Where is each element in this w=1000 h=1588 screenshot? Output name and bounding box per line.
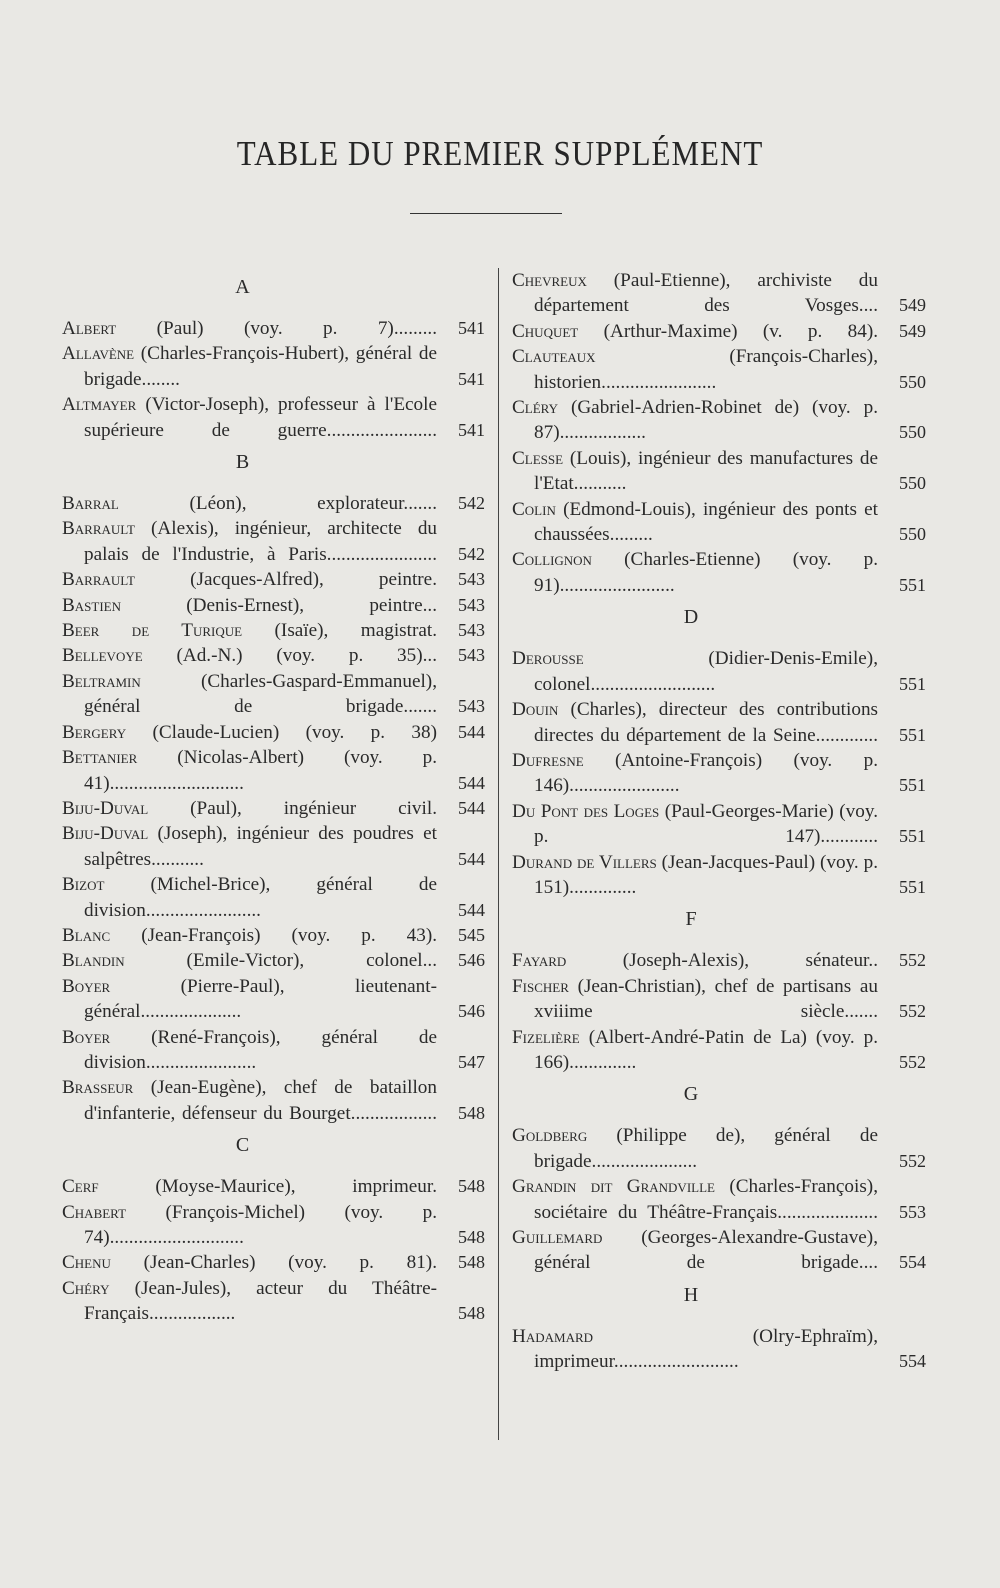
entry-text	[62, 1250, 437, 1275]
entry-text	[62, 720, 437, 745]
entry-text	[62, 316, 437, 341]
index-entry	[512, 748, 926, 799]
entry-description: (Charles-François), sociétaire du Théâtre-Français.....................	[534, 1176, 878, 1223]
entry-text	[512, 948, 878, 973]
entry-text	[62, 1200, 437, 1251]
entry-text	[512, 1025, 878, 1076]
index-entry	[62, 593, 485, 618]
entry-page-number: 543	[458, 569, 485, 590]
entry-page-number: 544	[458, 772, 485, 793]
entry-name: Bellevoye	[62, 645, 143, 667]
index-entry	[512, 1123, 926, 1174]
index-entry	[512, 395, 926, 446]
index-entry	[512, 319, 926, 344]
entry-description: (Pierre-Paul), lieutenant-général.....................	[84, 975, 437, 1023]
entry-name: Bastien	[62, 594, 122, 616]
entry-page-number: 543	[458, 696, 485, 717]
index-entry	[62, 1025, 485, 1076]
entry-name: Beer de Turique	[62, 620, 243, 642]
entry-description: (Jean-Christian), chef de partisans au xviiime siècle.......	[534, 975, 879, 1023]
entry-description: (Antoine-François) (voy. p. 146).......................	[534, 749, 878, 797]
entry-text	[512, 268, 878, 319]
entry-description: (Arthur-Maxime) (v. p. 84).	[603, 320, 879, 342]
entry-name: Derousse	[512, 648, 584, 670]
entry-name: Boyer	[62, 975, 111, 997]
entry-name: Durand de Villers	[512, 851, 657, 873]
index-entry	[62, 872, 485, 923]
entry-description: (Léon), explorateur.......	[189, 493, 437, 515]
entry-name: Hadamard	[512, 1325, 594, 1347]
entry-page-number: 552	[899, 1051, 926, 1072]
entry-text	[512, 799, 878, 850]
entry-page-number: 543	[458, 594, 485, 615]
entry-text	[512, 547, 878, 598]
index-entry	[62, 341, 485, 392]
entry-page-number: 549	[899, 295, 926, 316]
entry-text	[512, 319, 878, 344]
entry-name: Chevreux	[512, 270, 587, 291]
entry-description: (Moyse-Maurice), imprimeur.	[155, 1176, 437, 1198]
index-entry	[512, 446, 926, 497]
entry-page-number: 552	[899, 1150, 926, 1171]
entry-name: Collignon	[512, 549, 592, 571]
index-entry	[62, 948, 485, 973]
entry-name: Bizot	[62, 874, 105, 896]
entry-page-number: 548	[458, 1227, 485, 1247]
entry-page-number: 541	[458, 419, 485, 440]
entry-name: Altmayer	[62, 394, 137, 416]
index-entry	[512, 1025, 926, 1076]
entry-description: (Jean-François) (voy. p. 43).	[141, 924, 438, 946]
entry-description: (Charles-Gaspard-Emmanuel), général de brigade.......	[84, 670, 437, 718]
entry-name: Boyer	[62, 1026, 111, 1048]
entry-text	[62, 618, 437, 643]
index-entry	[62, 1174, 485, 1199]
entry-page-number: 550	[899, 524, 926, 545]
entry-text	[512, 1324, 878, 1375]
index-entry	[512, 497, 926, 548]
entry-name: Allavène	[62, 343, 135, 365]
index-entry	[62, 516, 485, 567]
entry-name: Barrault	[62, 569, 135, 591]
section-letter: H	[683, 1283, 699, 1306]
entry-name: Brasseur	[62, 1077, 134, 1099]
entry-page-number: 542	[458, 543, 485, 564]
entry-page-number: 541	[458, 368, 485, 389]
entry-text	[512, 1225, 878, 1276]
entry-text	[512, 697, 878, 748]
entry-text	[512, 344, 878, 395]
index-entry	[62, 316, 485, 341]
index-column-right	[512, 268, 926, 1375]
entry-page-number: 543	[458, 645, 485, 666]
entry-name: Barrault	[62, 518, 135, 540]
entry-description: (Paul-Georges-Marie) (voy. p. 147)............	[534, 800, 878, 848]
entry-name: Goldberg	[512, 1125, 588, 1147]
index-entry	[62, 821, 485, 872]
entry-description: (Isaïe), magistrat.	[274, 620, 437, 642]
entry-page-number: 552	[899, 1001, 926, 1022]
entry-text	[62, 796, 437, 821]
entry-description: (Charles-Etienne) (voy. p. 91)........................	[534, 549, 878, 596]
entry-description: (Georges-Alexandre-Gustave), général de brigade....	[534, 1227, 878, 1274]
entry-text	[512, 395, 878, 446]
entry-name: Chuquet	[512, 320, 579, 342]
entry-name: Cerf	[62, 1176, 99, 1198]
entry-text	[62, 392, 437, 443]
entry-text	[62, 593, 437, 618]
entry-text	[512, 1123, 878, 1174]
entry-text	[62, 669, 437, 720]
entry-text	[512, 446, 878, 497]
entry-name: Chenu	[62, 1252, 111, 1274]
index-entry	[512, 344, 926, 395]
entry-page-number: 551	[899, 775, 926, 796]
entry-name: Dufresne	[512, 749, 584, 771]
entry-description: (Victor-Joseph), professeur à l'Ecole supérieure de guerre.......................	[84, 394, 438, 441]
entry-name: Bettanier	[62, 747, 138, 769]
entry-description: (Olry-Ephraïm), imprimeur..........................	[534, 1325, 878, 1373]
entry-name: Guillemard	[512, 1227, 603, 1248]
index-entry	[512, 268, 926, 319]
index-entry	[62, 669, 485, 720]
entry-text	[512, 974, 878, 1025]
entry-description: (Jean-Eugène), chef de bataillon d'infanterie, défenseur du Bourget..................	[84, 1077, 437, 1124]
entry-description: (Denis-Ernest), peintre...	[186, 594, 437, 616]
entry-name: Du Pont des Loges	[512, 800, 660, 822]
entry-page-number: 541	[458, 318, 485, 338]
index-entry	[62, 1250, 485, 1275]
entry-description: (René-François), général de division.......................	[84, 1026, 437, 1073]
index-entry	[62, 618, 485, 643]
entry-page-number: 552	[899, 950, 926, 971]
index-entry	[62, 392, 485, 443]
entry-name: Chéry	[62, 1277, 110, 1299]
index-entry	[512, 974, 926, 1025]
entry-text	[62, 821, 437, 872]
index-entry	[512, 850, 926, 901]
entry-description: (Michel-Brice), général de division........................	[84, 874, 438, 921]
entry-description: (François-Charles), historien........................	[534, 346, 878, 393]
column-divider	[498, 268, 499, 1440]
index-entry	[62, 796, 485, 821]
index-entry	[62, 567, 485, 592]
entry-name: Douin	[512, 699, 559, 721]
entry-name: Beltramin	[62, 670, 141, 692]
index-entry	[62, 491, 485, 516]
entry-text	[62, 341, 437, 392]
index-entry	[62, 643, 485, 668]
entry-name: Fizelière	[512, 1026, 580, 1048]
entry-description: (Joseph), ingénieur des poudres et salpêtres...........	[84, 823, 437, 870]
entry-name: Biju-Duval	[62, 797, 149, 819]
index-entry	[512, 948, 926, 973]
entry-description: (Paul) (voy. p. 7).........	[156, 318, 437, 339]
entry-text	[512, 497, 878, 548]
index-entry	[62, 923, 485, 948]
entry-description: (Didier-Denis-Emile), colonel..........................	[534, 648, 878, 695]
entry-text	[62, 974, 437, 1025]
entry-page-number: 546	[458, 950, 485, 971]
entry-page-number: 551	[899, 673, 926, 694]
section-letter: B	[235, 451, 250, 474]
entry-name: Cléry	[512, 397, 559, 419]
entry-description: (Nicolas-Albert) (voy. p. 41)............................	[84, 747, 437, 794]
entry-text	[62, 923, 437, 948]
entry-page-number: 546	[458, 1001, 485, 1022]
entry-description: (Jean-Jules), acteur du Théâtre-Français..................	[84, 1277, 437, 1325]
entry-page-number: 553	[899, 1201, 926, 1222]
entry-name: Clauteaux	[512, 346, 596, 368]
entry-name: Albert	[62, 318, 117, 339]
section-letter: A	[235, 276, 250, 298]
entry-text	[512, 646, 878, 697]
entry-page-number: 549	[899, 320, 926, 341]
entry-name: Barral	[62, 493, 119, 515]
entry-name: Grandin dit Grandville	[512, 1176, 715, 1198]
entry-page-number: 550	[899, 422, 926, 443]
entry-page-number: 547	[458, 1051, 485, 1072]
entry-description: (Charles-François-Hubert), général de brigade........	[84, 343, 437, 390]
index-entry	[62, 1075, 485, 1126]
entry-text	[512, 850, 878, 901]
index-entry	[512, 646, 926, 697]
entry-name: Clesse	[512, 447, 564, 469]
entry-text	[62, 491, 437, 516]
entry-name: Fischer	[512, 975, 569, 997]
entry-text	[62, 745, 437, 796]
entry-page-number: 551	[899, 724, 926, 745]
entry-description: (Philippe de), général de brigade......................	[534, 1125, 879, 1172]
index-column-left	[62, 268, 485, 1327]
entry-page-number: 548	[458, 1252, 485, 1273]
index-entry	[62, 974, 485, 1025]
entry-name: Biju-Duval	[62, 823, 149, 845]
entry-page-number: 544	[458, 899, 485, 920]
entry-description: (François-Michel) (voy. p. 74)............................	[84, 1201, 437, 1248]
index-entry	[512, 1174, 926, 1225]
entry-description: (Edmond-Louis), ingénieur des ponts et chaussées.........	[534, 498, 879, 546]
index-entry	[62, 1276, 485, 1327]
section-letter: G	[683, 1083, 699, 1106]
entry-text	[62, 1276, 437, 1327]
entry-text	[62, 1075, 437, 1126]
entry-name: Fayard	[512, 950, 567, 972]
index-entry	[512, 547, 926, 598]
entry-text	[62, 643, 437, 668]
entry-page-number: 550	[899, 371, 926, 392]
entry-page-number: 554	[899, 1252, 926, 1273]
entry-description: (Jean-Jacques-Paul) (voy. p. 151)..............	[534, 851, 879, 898]
entry-page-number: 548	[458, 1102, 485, 1123]
entry-description: (Louis), ingénieur des manufactures de l'Etat...........	[534, 447, 878, 495]
entry-description: (Gabriel-Adrien-Robinet de) (voy. p. 87)..................	[534, 397, 878, 444]
index-entry	[512, 799, 926, 850]
entry-page-number: 545	[458, 924, 485, 945]
entry-name: Bergery	[62, 721, 127, 743]
entry-page-number: 550	[899, 473, 926, 494]
page-title: TABLE DU PREMIER SUPPLÉMENT	[236, 133, 764, 174]
section-letter: D	[683, 606, 699, 629]
entry-description: (Claude-Lucien) (voy. p. 38)	[152, 721, 437, 743]
entry-description: (Paul-Etienne), archiviste du département des Vosges....	[534, 270, 878, 317]
entry-description: (Alexis), ingénieur, architecte du palais de l'Industrie, à Paris.......................	[84, 518, 438, 565]
entry-page-number: 544	[458, 797, 485, 818]
entry-text	[62, 872, 437, 923]
entry-name: Blandin	[62, 950, 125, 972]
entry-text	[62, 1025, 437, 1076]
entry-text	[512, 748, 878, 799]
entry-page-number: 548	[458, 1176, 485, 1197]
title-rule	[410, 213, 562, 214]
entry-name: Colin	[512, 498, 556, 520]
entry-page-number: 551	[899, 876, 926, 897]
entry-page-number: 542	[458, 493, 485, 514]
entry-description: (Albert-André-Patin de La) (voy. p. 166)..............	[534, 1026, 878, 1073]
section-letter: C	[235, 1134, 250, 1157]
entry-text	[62, 1174, 437, 1199]
index-entry	[62, 720, 485, 745]
entry-name: Blanc	[62, 924, 111, 946]
entry-description: (Jean-Charles) (voy. p. 81).	[143, 1252, 437, 1274]
index-entry	[512, 1324, 926, 1375]
entry-text	[62, 516, 437, 567]
entry-description: (Charles), directeur des contributions directes du département de la Seine.............	[534, 699, 878, 746]
entry-page-number: 543	[458, 620, 485, 641]
section-letter: F	[685, 908, 697, 931]
entry-description: (Jacques-Alfred), peintre.	[190, 569, 437, 591]
entry-page-number: 551	[899, 574, 926, 595]
entry-description: (Emile-Victor), colonel...	[186, 950, 437, 972]
entry-page-number: 551	[899, 826, 926, 847]
entry-text	[512, 1174, 878, 1225]
entry-page-number: 548	[458, 1303, 485, 1324]
entry-description: (Ad.-N.) (voy. p. 35)...	[176, 645, 437, 667]
entry-text	[62, 567, 437, 592]
index-entry	[62, 1200, 485, 1251]
entry-page-number: 554	[899, 1351, 926, 1372]
entry-text	[62, 948, 437, 973]
entry-description: (Paul), ingénieur civil.	[190, 797, 437, 819]
index-entry	[512, 697, 926, 748]
entry-description: (Joseph-Alexis), sénateur..	[622, 950, 878, 972]
entry-page-number: 544	[458, 848, 485, 869]
entry-name: Chabert	[62, 1201, 127, 1223]
index-entry	[512, 1225, 926, 1276]
entry-page-number: 544	[458, 721, 485, 742]
index-entry	[62, 745, 485, 796]
